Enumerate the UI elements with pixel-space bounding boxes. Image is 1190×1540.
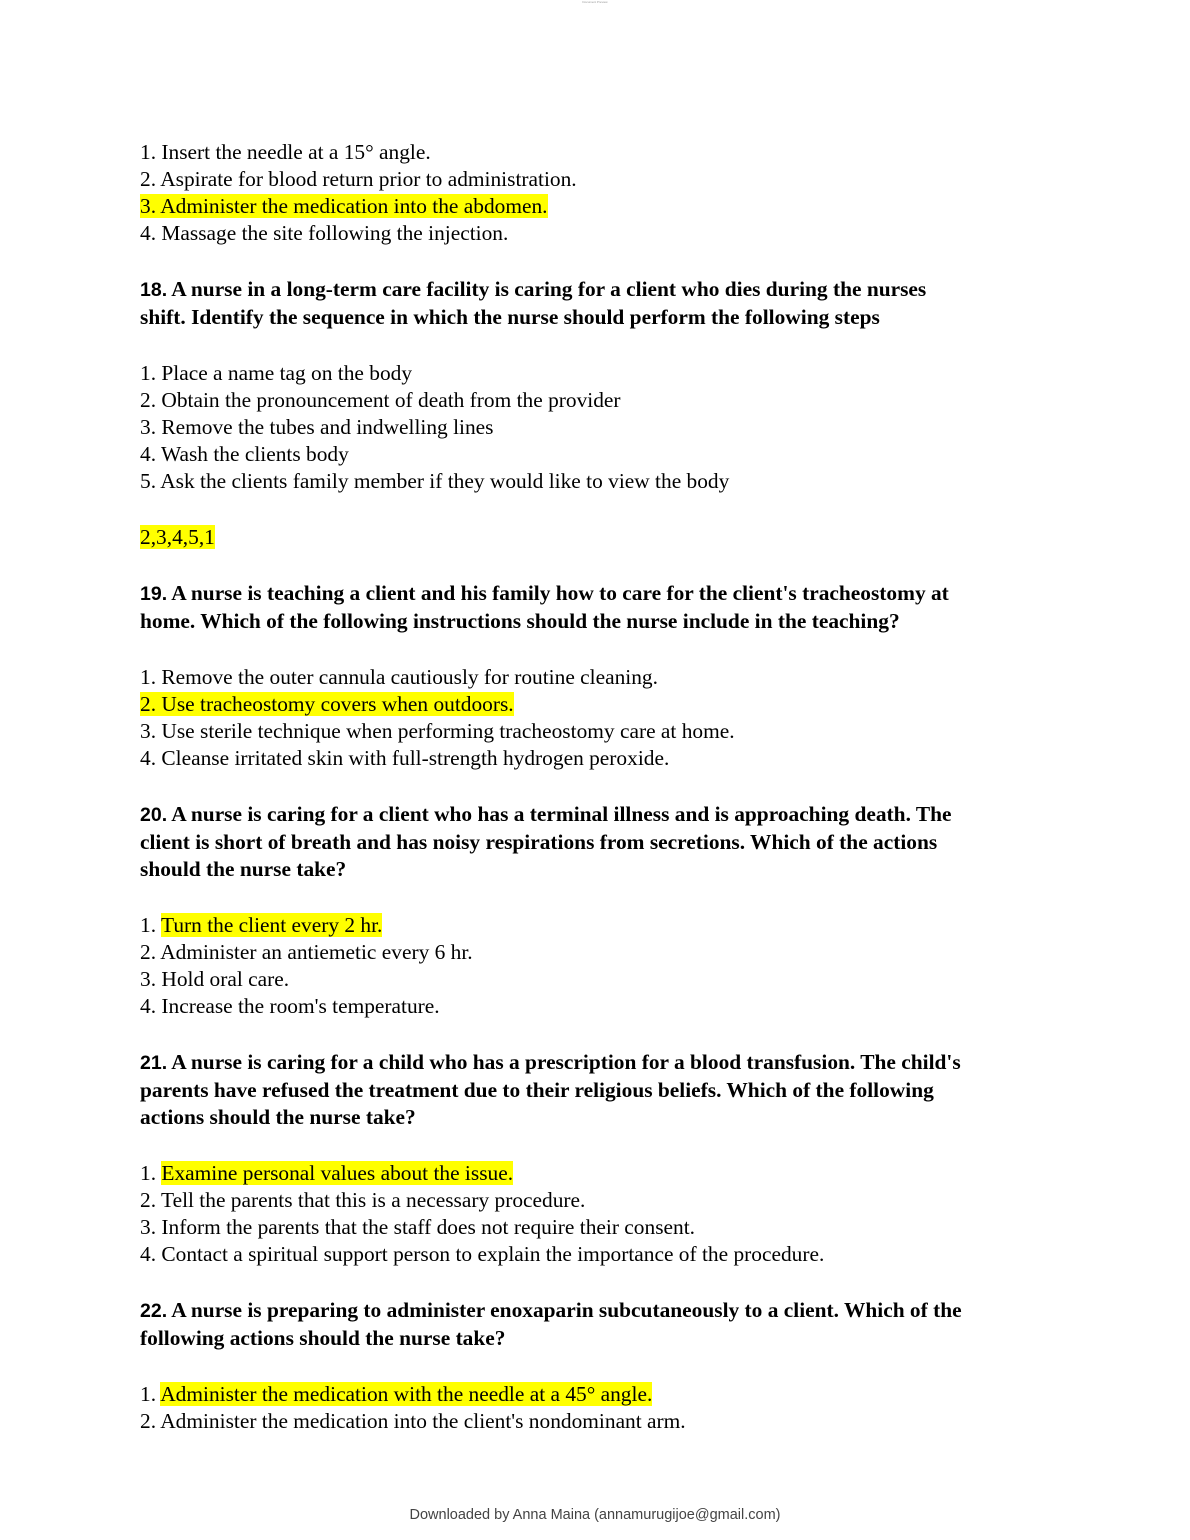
option-line-correct <box>140 193 1060 220</box>
answer-sequence <box>140 524 1060 551</box>
question-number: 21. <box>140 1052 168 1074</box>
question-number: 19. <box>140 583 168 605</box>
option-line: 2. Obtain the pronouncement of death from the provider <box>140 388 621 412</box>
option-line-correct: 1. Turn the client every 2 hr. <box>140 913 383 937</box>
option-line: 3. Use sterile technique when performing tracheostomy care at home. <box>140 719 735 743</box>
option-line: 4. Cleanse irritated skin with full-strength hydrogen peroxide. <box>140 746 670 770</box>
option-line: 2. Administer an antiemetic every 6 hr. <box>140 940 473 964</box>
option-line: 4. Wash the clients body <box>140 442 349 466</box>
question-19: 19. A nurse is teaching a client and his family how to care for the client's tracheostomy at home. Which of the following instructions should the nurse include in the teaching? <box>140 581 949 633</box>
option-line: 2. Aspirate for blood return prior to administration. <box>140 167 577 191</box>
option-line-correct: 1. Examine personal values about the issue. <box>140 1161 514 1185</box>
question-number: 20. <box>140 804 168 826</box>
option-line: 1. Insert the needle at a 15° angle. <box>140 140 431 164</box>
question-21: 21. A nurse is caring for a child who has a prescription for a blood transfusion. The child's parents have refused the treatment due to their religious beliefs. Which of the following actions should the nurse take? <box>140 1050 961 1129</box>
question-18: 18. A nurse in a long-term care facility is caring for a client who dies during the nurses shift. Identify the sequence in which the nurse should perform the following steps <box>140 277 927 329</box>
option-line: 4. Contact a spiritual support person to explain the importance of the procedure. <box>140 1242 825 1266</box>
option-line: 3. Hold oral care. <box>140 967 290 991</box>
answer-highlight: 2. Use tracheostomy covers when outdoors. <box>140 692 514 716</box>
option-line: 4. Massage the site following the injection. <box>140 221 509 245</box>
download-footer: Downloaded by Anna Maina (annamurugijoe@gmail.com) <box>409 1507 781 1523</box>
option-line: 3. Remove the tubes and indwelling lines <box>140 415 494 439</box>
question-22: 22. A nurse is preparing to administer enoxaparin subcutaneously to a client. Which of the following actions should the nurse take? <box>140 1298 962 1350</box>
answer-highlight: Administer the medication with the needle at a 45° angle. <box>160 1382 653 1406</box>
option-line: 2. Tell the parents that this is a necessary procedure. <box>140 1188 586 1212</box>
option-line: 1. Place a name tag on the body <box>140 361 413 385</box>
option-line: 1. Remove the outer cannula cautiously for routine cleaning. <box>140 665 658 689</box>
option-line: 3. Inform the parents that the staff does not require their consent. <box>140 1215 695 1239</box>
answer-highlight: 2,3,4,5,1 <box>140 525 215 549</box>
option-line-correct: 1. Administer the medication with the needle at a 45° angle. <box>140 1382 653 1406</box>
option-line: 5. Ask the clients family member if they would like to view the body <box>140 469 730 493</box>
header-watermark: Document Preview <box>582 0 608 4</box>
answer-highlight: Examine personal values about the issue. <box>161 1161 514 1185</box>
question-number: 22. <box>140 1300 168 1322</box>
answer-highlight: Turn the client every 2 hr. <box>161 913 383 937</box>
document-body <box>140 139 1060 1435</box>
option-line: 4. Increase the room's temperature. <box>140 994 440 1018</box>
option-line: 2. Administer the medication into the client's nondominant arm. <box>140 1409 686 1433</box>
option-line-correct <box>140 691 1060 718</box>
question-number: 18. <box>140 279 168 301</box>
answer-highlight: 3. Administer the medication into the abdomen. <box>140 194 548 218</box>
question-20: 20. A nurse is caring for a client who has a terminal illness and is approaching death. The client is short of breath and has noisy respirations from secretions. Which of the actions should the nurse take? <box>140 802 952 881</box>
